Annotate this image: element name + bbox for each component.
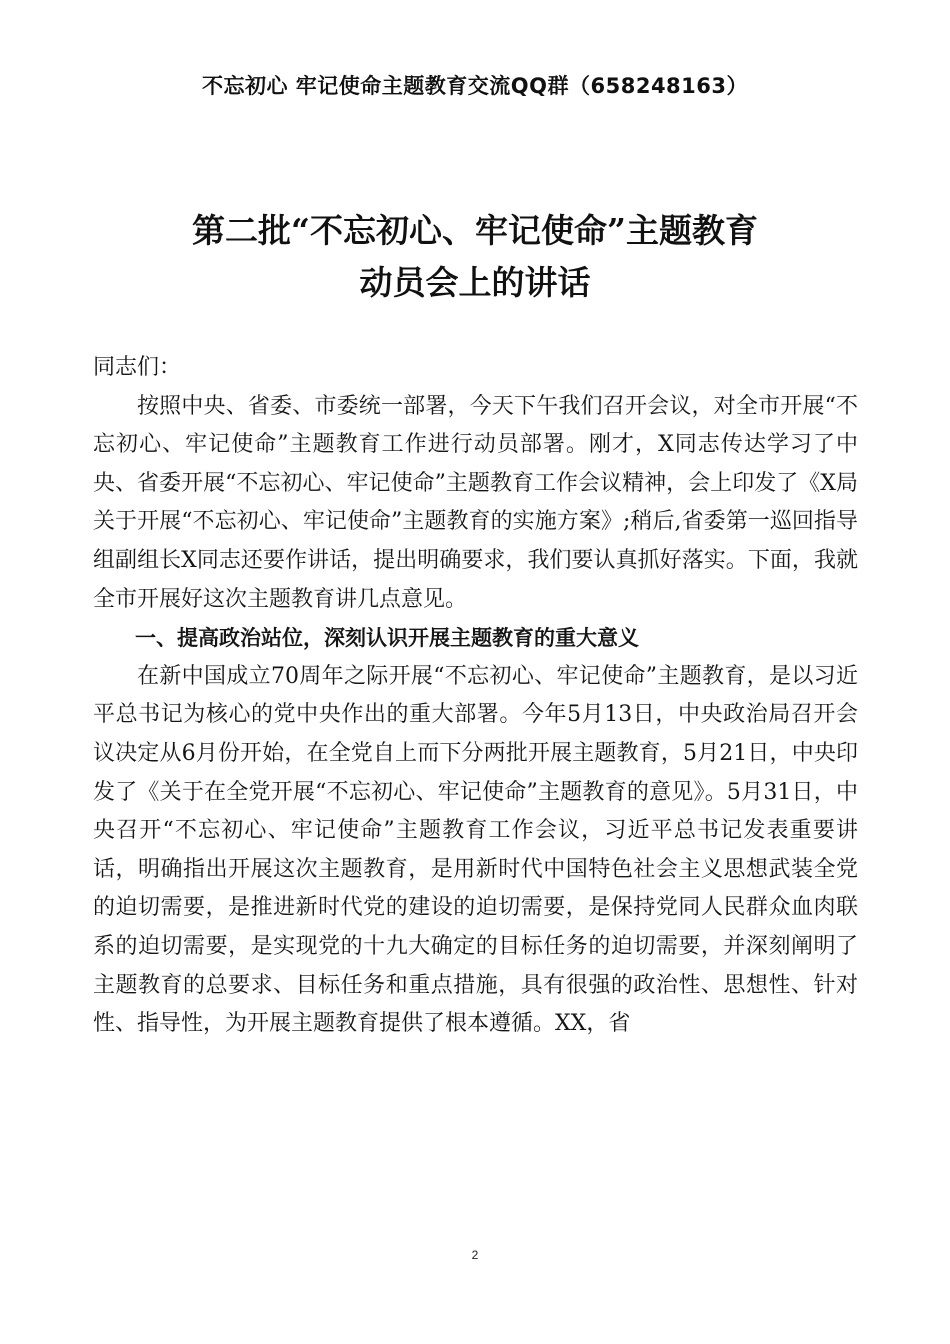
document-title [0,205,950,309]
document-body [93,349,858,1044]
paragraph-2: 在新中国成立70周年之际开展“不忘初心、牢记使命”主题教育，是以习近平总书记为核心的党中央作出的重大部署。今年5月13日，中央政治局召开会议决定从6月份开始，在全党自上而下分两批开展主题教育，5月21日，中央印发了《关于在全党开展“不忘初心、牢记使命”主题教育的意见》。5月31日，中央召开“不忘初心、牢记使命”主题教育工作会议，习近平总书记发表重要讲话，明确指出开展这次主题教育，是用新时代中国特色社会主义思想武装全党的迫切需要，是推进新时代党的建设的迫切需要，是保持党同人民群众血肉联系的迫切需要，是实现党的十九大确定的目标任务的迫切需要，并深刻阐明了主题教育的总要求、目标任务和重点措施，具有很强的政治性、思想性、针对性、指导性，为开展主题教育提供了根本遵循。XX，省 [93,663,858,1037]
page-number: 2 [471,1248,479,1262]
title-line-2: 动员会上的讲话 [359,263,591,302]
title-line-1: 第二批“不忘初心、牢记使命”主题教育 [192,211,758,250]
section-1-heading: 一、提高政治站位，深刻认识开展主题教育的重大意义 [135,626,639,651]
salutation: 同志们： [93,355,182,380]
header-banner: 不忘初心 牢记使命主题教育交流QQ群（658248163） [201,74,749,98]
paragraph-1: 按照中央、省委、市委统一部署，今天下午我们召开会议，对全市开展“不忘初心、牢记使命”主题教育工作进行动员部署。刚才，X同志传达学习了中央、省委开展“不忘初心、牢记使命”主题教育工作会议精神，会上印发了《X局关于开展“不忘初心、牢记使命”主题教育的实施方案》;稍后,省委第一巡回指导组副组长X同志还要作讲话，提出明确要求，我们要认真抓好落实。下面，我就全市开展好这次主题教育讲几点意见。 [93,393,858,612]
